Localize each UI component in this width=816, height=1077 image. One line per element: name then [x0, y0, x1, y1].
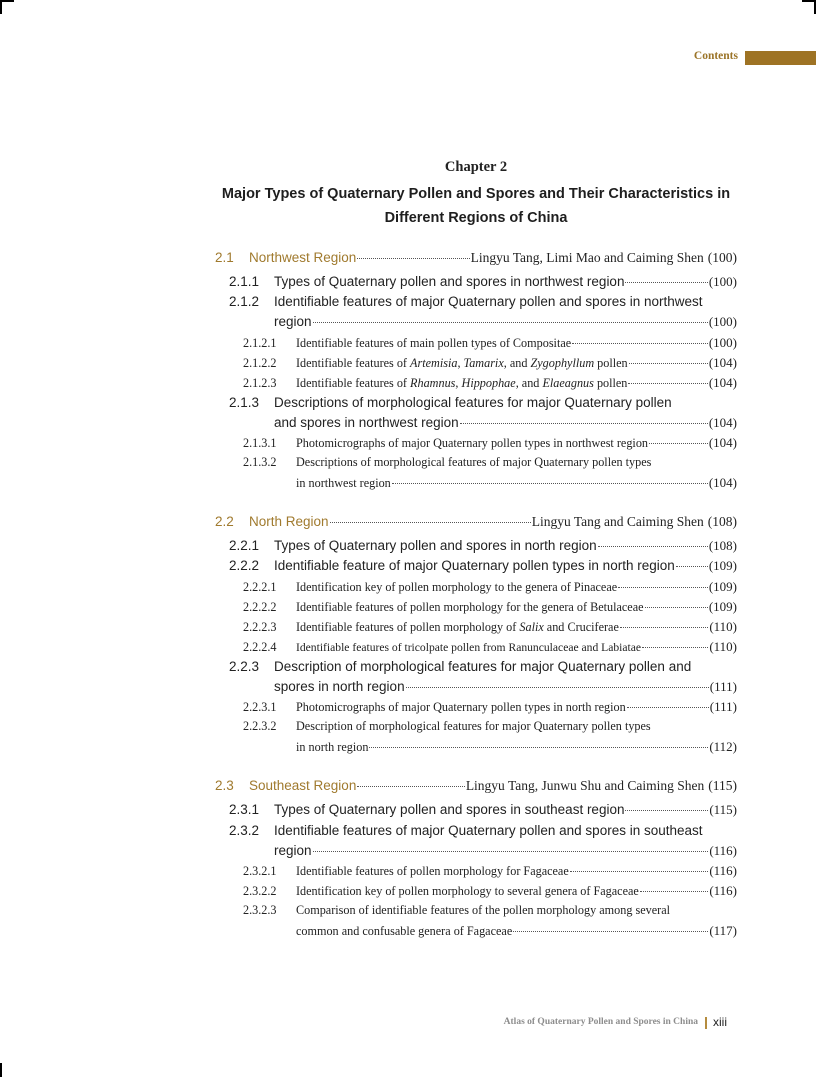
entry-title: Identifiable features of major Quaternary pollen and spores in southeast	[274, 823, 703, 838]
page-number: (104)	[708, 435, 737, 450]
page-number: (109)	[708, 558, 737, 573]
dot-leader	[642, 646, 708, 648]
dot-leader	[627, 706, 709, 708]
toc-entry-2-2-3-1[interactable]	[243, 699, 737, 719]
dot-leader	[625, 281, 707, 283]
entry-title-continued: and spores in northwest region	[274, 415, 459, 430]
title-text: pollen	[593, 376, 628, 390]
entry-title: Photomicrographs of major Quaternary pollen types in northwest region	[296, 436, 649, 450]
toc-entry-2-2-3-2-continued[interactable]	[296, 739, 737, 759]
dot-leader	[357, 785, 464, 787]
page-number: (110)	[709, 619, 737, 634]
page-number: (115)	[708, 778, 737, 793]
page-number: (111)	[709, 699, 737, 714]
section-title: Northwest Region	[249, 250, 357, 265]
dot-leader	[640, 890, 709, 892]
crop-mark-top-left	[0, 0, 14, 2]
page-number: (100)	[708, 274, 737, 289]
entry-number: 2.2.3.1	[243, 700, 277, 714]
toc-entry-2-2-2-4[interactable]	[243, 639, 737, 659]
toc-entry-2-3-2-2[interactable]	[243, 883, 737, 903]
page-number: (109)	[708, 579, 737, 594]
entry-title: Types of Quaternary pollen and spores in northwest region	[274, 274, 625, 289]
page-number: (112)	[709, 739, 737, 754]
entry-title-continued: in north region	[296, 740, 369, 754]
entry-number: 2.2.3.2	[243, 719, 277, 733]
toc-entry-2-1-2[interactable]	[229, 294, 737, 314]
entry-title: Identification key of pollen morphology to the genera of Pinaceae	[296, 580, 618, 594]
toc-entry-2-1-2-3[interactable]	[243, 375, 737, 395]
toc-entry-2-3-1[interactable]	[229, 802, 737, 822]
entry-number: 2.2.2.4	[243, 640, 277, 654]
entry-title: Photomicrographs of major Quaternary pollen types in north region	[296, 700, 626, 714]
taxon-name: Rhamnus	[410, 376, 456, 390]
chapter-title	[200, 182, 752, 230]
title-text: and Cruciferae	[543, 620, 619, 634]
entry-title-continued: common and confusable genera of Fagaceae	[296, 924, 513, 938]
folio-page-number: xiii	[713, 1015, 727, 1029]
entry-number: 2.1.2.2	[243, 356, 277, 370]
entry-title-continued: in northwest region	[296, 476, 391, 490]
header-accent-bar	[745, 51, 816, 65]
taxon-name: Salix	[519, 620, 544, 634]
title-text: Identifiable features of	[296, 376, 411, 390]
dot-leader	[620, 626, 708, 628]
toc-entry-2-1-1[interactable]	[229, 274, 737, 294]
toc-entry-2-1-3-2[interactable]	[243, 455, 737, 475]
page-number: (111)	[709, 679, 737, 694]
section-number: 2.3	[215, 778, 234, 793]
toc-section-2-2[interactable]	[215, 514, 737, 534]
dot-leader	[330, 521, 531, 523]
entry-title: Identification key of pollen morphology to several genera of Fagaceae	[296, 884, 639, 898]
entry-number: 2.3.1	[229, 802, 260, 817]
section-title: North Region	[249, 514, 329, 529]
dot-leader	[676, 565, 708, 567]
entry-number: 2.1.3	[229, 395, 260, 410]
entry-title-continued: region	[274, 843, 312, 858]
chapter-title-line: Different Regions of China	[384, 210, 568, 226]
page-number: (100)	[707, 250, 737, 265]
title-text: ,	[455, 376, 462, 390]
taxon-name: Artemisia	[410, 356, 458, 370]
entry-title: Types of Quaternary pollen and spores in southeast region	[274, 802, 625, 817]
chapter-title-line: Major Types of Quaternary Pollen and Spores and Their Characteristics in	[221, 186, 731, 202]
page-number: (115)	[709, 802, 737, 817]
toc-entry-2-1-3[interactable]	[229, 395, 737, 415]
dot-leader	[645, 606, 708, 608]
toc-entry-2-3-2-3[interactable]	[243, 903, 737, 923]
taxon-name: Elaeagnus	[542, 376, 594, 390]
entry-number: 2.1.2	[229, 294, 260, 309]
toc-entry-2-1-2-1[interactable]	[243, 335, 737, 355]
entry-number: 2.1.3.2	[243, 455, 277, 469]
dot-leader	[625, 809, 708, 811]
entry-number: 2.2.2.3	[243, 620, 277, 634]
page-number: (104)	[708, 475, 737, 490]
toc-entry-2-1-3-1[interactable]	[243, 435, 737, 455]
toc-entry-2-3-2-continued[interactable]	[274, 843, 737, 863]
section-authors: Lingyu Tang, Junwu Shu and Caiming Shen	[465, 778, 705, 793]
page-number: (104)	[708, 375, 737, 390]
running-footer-book-title: Atlas of Quaternary Pollen and Spores in China	[503, 1017, 698, 1027]
entry-title: Comparison of identifiable features of the pollen morphology among several	[296, 903, 670, 917]
toc-entry-2-2-2-2[interactable]	[243, 599, 737, 619]
section-number: 2.1	[215, 250, 234, 265]
entry-number: 2.2.2.2	[243, 600, 277, 614]
crop-mark-top-left	[0, 0, 2, 14]
toc-entry-2-2-2-3[interactable]	[243, 619, 737, 639]
toc-entry-2-3-2-1[interactable]	[243, 863, 737, 883]
dot-leader	[313, 850, 709, 852]
dot-leader	[460, 422, 708, 424]
title-text: , and	[503, 356, 531, 370]
dot-leader	[392, 482, 708, 484]
entry-number: 2.2.2.1	[243, 580, 277, 594]
dot-leader	[629, 362, 708, 364]
title-text: Identifiable features of	[296, 356, 411, 370]
dot-leader	[513, 930, 708, 932]
section-number: 2.2	[215, 514, 234, 529]
page-number: (108)	[707, 514, 737, 529]
entry-title: Types of Quaternary pollen and spores in north region	[274, 538, 597, 553]
entry-number: 2.1.3.1	[243, 436, 277, 450]
dot-leader	[369, 746, 708, 748]
title-text: Identifiable features of pollen morphology of	[296, 620, 520, 634]
entry-title-continued: region	[274, 314, 312, 329]
toc-entry-2-1-3-2-continued[interactable]	[296, 475, 737, 495]
entry-number: 2.3.2.2	[243, 884, 277, 898]
title-text: , and	[515, 376, 543, 390]
page-number: (108)	[708, 538, 737, 553]
running-header-label: Contents	[693, 50, 738, 62]
page-number: (104)	[708, 355, 737, 370]
page-number: (116)	[709, 883, 737, 898]
chapter-number: Chapter 2	[444, 159, 508, 175]
title-text: ,	[457, 356, 464, 370]
entry-title: Description of morphological features for major Quaternary pollen and	[274, 659, 692, 674]
entry-title	[296, 620, 619, 635]
toc-entry-2-1-2-continued[interactable]	[274, 314, 737, 334]
entry-number: 2.1.2.3	[243, 376, 277, 390]
dot-leader	[572, 342, 708, 344]
entry-title: Descriptions of morphological features for major Quaternary pollen	[274, 395, 672, 410]
entry-number: 2.2.1	[229, 538, 260, 553]
entry-title: Identifiable feature of major Quaternary pollen types in north region	[274, 558, 675, 573]
page-number: (116)	[709, 863, 737, 878]
entry-number: 2.1.2.1	[243, 336, 277, 350]
dot-leader	[357, 257, 469, 259]
entry-title: Identifiable features of pollen morphology for the genera of Betulaceae	[296, 600, 644, 614]
toc-entry-2-2-3-continued[interactable]	[274, 679, 737, 699]
entry-title: Description of morphological features for major Quaternary pollen types	[296, 719, 651, 733]
toc-entry-2-1-3-continued[interactable]	[274, 415, 737, 435]
taxon-name: Zygophyllum	[530, 356, 595, 370]
entry-number: 2.2.3	[229, 659, 260, 674]
dot-leader	[618, 586, 708, 588]
entry-number: 2.3.2	[229, 823, 260, 838]
page-number: (109)	[708, 599, 737, 614]
entry-title-continued: spores in north region	[274, 679, 405, 694]
crop-mark-bottom-left	[0, 1063, 2, 1077]
entry-number: 2.3.2.3	[243, 903, 277, 917]
toc-entry-2-3-2-3-continued[interactable]	[296, 923, 737, 943]
section-title: Southeast Region	[249, 778, 357, 793]
page-number: (110)	[709, 639, 737, 654]
title-text: pollen	[594, 356, 628, 370]
taxon-name: Hippophae	[461, 376, 516, 390]
dot-leader	[598, 545, 708, 547]
entry-title: Identifiable features of main pollen types of Compositae	[296, 336, 572, 350]
entry-number: 2.2.2	[229, 558, 260, 573]
page-number: (100)	[708, 314, 737, 329]
entry-title: Identifiable features of tricolpate pollen from Ranunculaceae and Labiatae	[296, 641, 642, 654]
page-number: (104)	[708, 415, 737, 430]
entry-title	[296, 356, 628, 371]
entry-title	[296, 376, 627, 391]
toc-entry-2-1-2-2[interactable]	[243, 355, 737, 375]
toc-section-2-3[interactable]	[215, 778, 737, 798]
page-number: (116)	[709, 843, 737, 858]
entry-title: Identifiable features of major Quaternary pollen and spores in northwest	[274, 294, 703, 309]
toc-entry-2-2-3[interactable]	[229, 659, 737, 679]
toc-entry-2-2-2[interactable]	[229, 558, 737, 578]
dot-leader	[406, 686, 709, 688]
entry-number: 2.3.2.1	[243, 864, 277, 878]
toc-entry-2-2-3-2[interactable]	[243, 719, 737, 739]
page-number: (100)	[708, 335, 737, 350]
toc-entry-2-3-2[interactable]	[229, 823, 737, 843]
taxon-name: Tamarix	[463, 356, 504, 370]
entry-title: Descriptions of morphological features of major Quaternary pollen types	[296, 455, 652, 469]
entry-title: Identifiable features of pollen morphology for Fagaceae	[296, 864, 569, 878]
page-number: (117)	[709, 923, 737, 938]
dot-leader	[628, 382, 707, 384]
toc-entry-2-2-1[interactable]	[229, 538, 737, 558]
dot-leader	[649, 442, 708, 444]
dot-leader	[313, 321, 708, 323]
toc-entry-2-2-2-1[interactable]	[243, 579, 737, 599]
section-authors: Lingyu Tang and Caiming Shen	[531, 514, 704, 529]
dot-leader	[570, 870, 709, 872]
section-authors: Lingyu Tang, Limi Mao and Caiming Shen	[470, 250, 704, 265]
toc-section-2-1[interactable]	[215, 250, 737, 270]
entry-number: 2.1.1	[229, 274, 260, 289]
footer-separator	[705, 1017, 707, 1029]
